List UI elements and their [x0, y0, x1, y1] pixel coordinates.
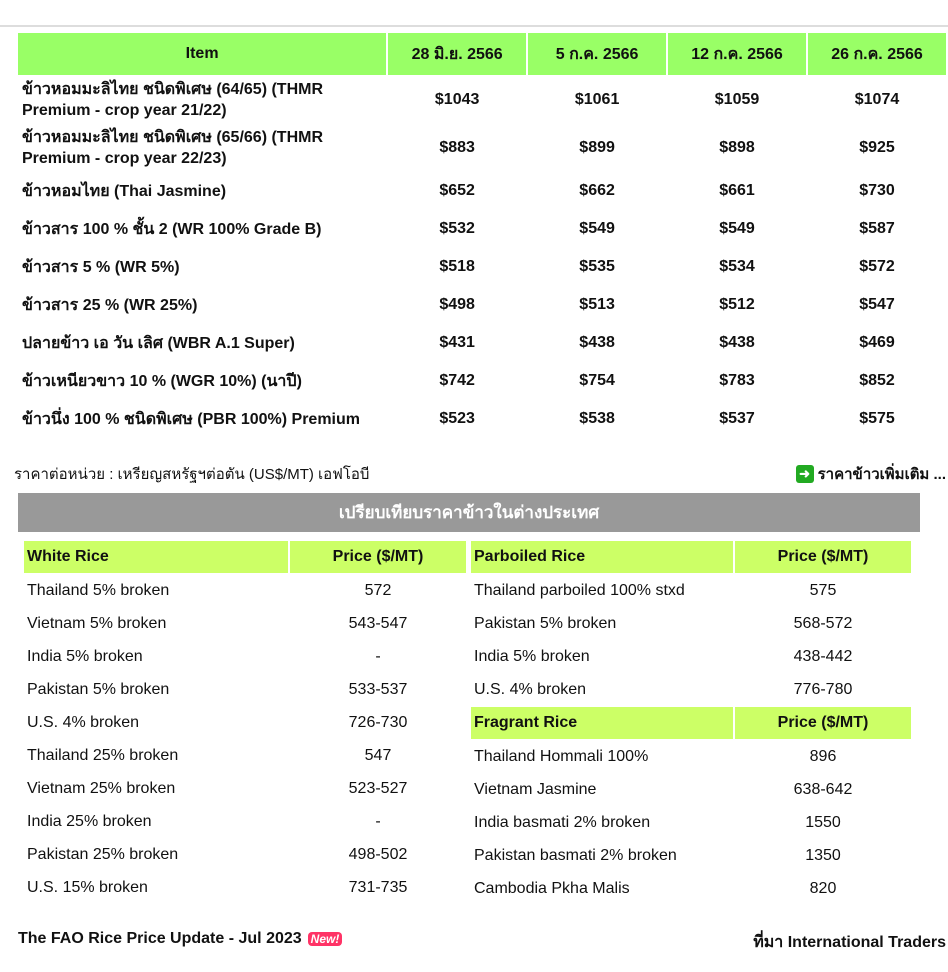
price-value: 572 — [364, 581, 392, 599]
rice-type: India basmati 2% broken — [474, 813, 651, 831]
price-cell: $1061 — [574, 91, 620, 108]
price-cell: $572 — [859, 258, 895, 275]
white-rice-table — [22, 539, 468, 905]
list-item — [24, 707, 466, 738]
list-item — [471, 873, 911, 904]
price-cell: $852 — [859, 372, 895, 389]
price-cell: $438 — [579, 334, 615, 351]
table-row — [18, 401, 946, 437]
price-cell: $532 — [439, 220, 475, 237]
column-header: 26 ก.ค. 2566 — [808, 33, 946, 75]
price-value: 731-735 — [348, 878, 408, 896]
rice-type: Vietnam 5% broken — [27, 614, 167, 632]
price-header: Price ($/MT) — [290, 541, 466, 573]
price-cell: $742 — [439, 372, 475, 389]
source-note: ที่มา International Traders — [753, 934, 946, 951]
list-item — [24, 839, 466, 870]
rice-type: Pakistan 5% broken — [27, 680, 170, 698]
price-cell: $662 — [579, 182, 615, 199]
comparison-banner: เปรียบเทียบราคาข้าวในต่างประเทศ — [18, 493, 920, 532]
price-value: 638-642 — [793, 780, 853, 798]
item-name: ข้าวเหนียวขาว 10 % (WGR 10%) (นาปี) — [22, 372, 302, 390]
price-header: Price ($/MT) — [735, 541, 911, 573]
price-value: 438-442 — [793, 647, 853, 665]
price-cell: $549 — [719, 220, 755, 237]
price-value: 726-730 — [348, 713, 408, 731]
list-item — [24, 740, 466, 771]
price-value: 543-547 — [348, 614, 408, 632]
price-cell: $730 — [859, 182, 895, 199]
rice-type: India 25% broken — [27, 812, 152, 830]
list-item — [24, 674, 466, 705]
fao-update-link[interactable]: The FAO Rice Price Update - Jul 2023 New! — [18, 930, 342, 948]
price-cell: $534 — [719, 258, 755, 275]
price-cell: $754 — [579, 372, 615, 389]
rice-type: India 5% broken — [474, 647, 590, 665]
list-item — [24, 872, 466, 903]
rice-type: Thailand 25% broken — [27, 746, 179, 764]
list-item — [471, 641, 911, 672]
price-cell: $498 — [439, 296, 475, 313]
top-divider — [0, 25, 948, 27]
rice-type: U.S. 15% broken — [27, 878, 148, 896]
rice-type: Cambodia Pkha Malis — [474, 879, 630, 897]
rice-type: Thailand parboiled 100% stxd — [474, 581, 685, 599]
price-value: 896 — [809, 747, 837, 765]
table-row — [18, 325, 946, 361]
list-item — [471, 608, 911, 639]
price-value: 575 — [809, 581, 837, 599]
list-item — [24, 806, 466, 837]
price-value: 547 — [364, 746, 392, 764]
list-item — [471, 840, 911, 871]
price-value: 568-572 — [793, 614, 853, 632]
rice-type: U.S. 4% broken — [27, 713, 140, 731]
list-item — [24, 575, 466, 606]
item-name: ข้าวสาร 5 % (WR 5%) — [22, 258, 180, 276]
price-cell: $783 — [719, 372, 755, 389]
price-value: 1350 — [805, 846, 841, 864]
price-cell: $513 — [579, 296, 615, 313]
price-cell: $535 — [579, 258, 615, 275]
price-cell: $537 — [719, 410, 755, 427]
price-cell: $538 — [579, 410, 615, 427]
price-value: 1550 — [805, 813, 841, 831]
price-cell: $652 — [439, 182, 475, 199]
price-cell: $547 — [859, 296, 895, 313]
more-prices-link[interactable]: ➜ ราคาข้าวเพิ่มเติม ... — [796, 462, 946, 486]
rice-type: India 5% broken — [27, 647, 143, 665]
price-cell: $469 — [859, 334, 895, 351]
price-cell: $512 — [719, 296, 755, 313]
price-cell: $1043 — [434, 91, 480, 108]
price-cell: $1074 — [854, 91, 900, 108]
rice-type: Pakistan basmati 2% broken — [474, 846, 677, 864]
price-value: - — [375, 812, 381, 830]
item-name: ข้าวสาร 100 % ชั้น 2 (WR 100% Grade B) — [22, 220, 322, 238]
new-badge: New! — [308, 932, 343, 946]
thai-rice-price-table — [16, 31, 948, 439]
price-value: - — [375, 647, 381, 665]
list-item — [471, 741, 911, 772]
item-name: ปลายข้าว เอ วัน เลิศ (WBR A.1 Super) — [22, 334, 295, 352]
item-name: ข้าวหอมมะลิไทย ชนิดพิเศษ (65/66) (THMR Premium - crop year 22/23) — [22, 129, 323, 167]
column-header: 12 ก.ค. 2566 — [668, 33, 806, 75]
rice-type: Vietnam 25% broken — [27, 779, 176, 797]
price-cell: $575 — [859, 410, 895, 427]
table-row — [18, 211, 946, 247]
table-row — [18, 249, 946, 285]
item-name: ข้าวหอมไทย (Thai Jasmine) — [22, 182, 227, 200]
price-value: 533-537 — [348, 680, 408, 698]
table-row — [18, 363, 946, 399]
white-rice-header: White Rice — [24, 541, 288, 573]
list-item — [24, 773, 466, 804]
column-header: 28 มิ.ย. 2566 — [388, 33, 526, 75]
price-cell: $549 — [579, 220, 615, 237]
price-cell: $661 — [719, 182, 755, 199]
rice-type: Vietnam Jasmine — [474, 780, 597, 798]
arrow-right-icon: ➜ — [796, 465, 814, 483]
price-cell: $431 — [439, 334, 475, 351]
item-name: ข้าวสาร 25 % (WR 25%) — [22, 296, 198, 314]
rice-type: Pakistan 25% broken — [27, 845, 179, 863]
price-value: 523-527 — [348, 779, 408, 797]
item-name: ข้าวหอมมะลิไทย ชนิดพิเศษ (64/65) (THMR Premium - crop year 21/22) — [22, 81, 323, 119]
table-row — [18, 77, 946, 123]
price-header: Price ($/MT) — [735, 707, 911, 739]
price-cell: $898 — [719, 139, 755, 156]
parboiled-fragrant-table — [469, 539, 913, 906]
price-cell: $1059 — [714, 91, 760, 108]
price-cell: $518 — [439, 258, 475, 275]
price-value: 498-502 — [348, 845, 408, 863]
item-name: ข้าวนึ่ง 100 % ชนิดพิเศษ (PBR 100%) Premium — [22, 410, 360, 428]
column-header: 5 ก.ค. 2566 — [528, 33, 666, 75]
table-row — [18, 287, 946, 323]
column-header: Item — [18, 33, 386, 75]
price-cell: $925 — [859, 139, 895, 156]
table-row — [18, 173, 946, 209]
list-item — [471, 774, 911, 805]
list-item — [24, 641, 466, 672]
price-cell: $438 — [719, 334, 755, 351]
price-cell: $883 — [439, 139, 475, 156]
rice-type: Thailand Hommali 100% — [474, 747, 649, 765]
price-cell: $523 — [439, 410, 475, 427]
price-value: 820 — [809, 879, 837, 897]
price-cell: $899 — [579, 139, 615, 156]
table-row — [18, 125, 946, 171]
rice-type: U.S. 4% broken — [474, 680, 587, 698]
rice-type: Thailand 5% broken — [27, 581, 170, 599]
list-item — [471, 807, 911, 838]
list-item — [471, 575, 911, 606]
price-value: 776-780 — [793, 680, 853, 698]
unit-note: ราคาต่อหน่วย : เหรียญสหรัฐฯต่อตัน (US$/MT) เอฟโอบี — [14, 466, 370, 483]
fragrant-rice-header: Fragrant Rice — [471, 707, 733, 739]
parboiled-rice-header: Parboiled Rice — [471, 541, 733, 573]
price-cell: $587 — [859, 220, 895, 237]
rice-type: Pakistan 5% broken — [474, 614, 617, 632]
list-item — [471, 674, 911, 705]
list-item — [24, 608, 466, 639]
